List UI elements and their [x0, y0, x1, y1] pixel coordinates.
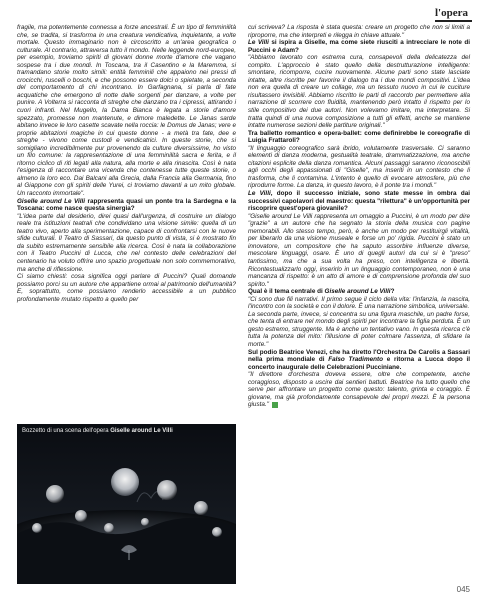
- interview-answer: "Ci sono due fili narrativi. Il primo segue il ciclo della vita: l'infanzia, la nascita, l'incontro con la società e con il dolore. È una narrazione simbolica, universale.: [248, 295, 470, 311]
- interview-answer: cui scriveva? La risposta è stata questa: creare un progetto che non si limiti a riproporre, ma che interpreti e rilegga in chiave attuale.": [248, 24, 470, 39]
- section-title: l'opera: [435, 7, 472, 22]
- interview-question: Sul podio Beatrice Venezi, che ha diretto l'Orchestra De Carolis a Sassari nella prima mondiale di Falso Tradimento e ritorna a Lucca dopo il concerto inaugurale delle Celebrazioni Pucciniane.: [248, 348, 470, 371]
- page-number: 045: [456, 585, 470, 594]
- interview-answer: "L'idea parte dal desiderio, direi quasi dall'urgenza, di costruire un dialogo reale tra istituzioni teatrali che condividano una visione simile: quella di un teatro vivo, aperto alla sperimentazione, capace di confrontarsi con le nuove sfide culturali. Il Teatro di Sassari, da questo punto di vista, si è mostrato fin da subito estremamente sensibile alla ricerca. Così è nata la collaborazione con il Teatro Puccini di Lucca, che nel contesto delle celebrazioni del centenario ha voluto offrire uno spazio progettuale non solo commemorativo, ma anche di riflessione.: [17, 212, 236, 273]
- article-end-mark: [272, 402, 278, 408]
- interview-answer: La seconda parte, invece, si concentra su una figura maschile, un padre forse, che tenta di entrare nel mondo degli spiriti per incontrare la figlia perduta. È un gesto estremo, struggente. Ma è anche un tentativo vano. In questa ricerca c'è tutta la potenza del mito: l'illusione di poter colmare l'assenza, di sfidare la morte.": [248, 310, 470, 348]
- scene-illustration: [17, 424, 236, 584]
- interview-answer: "Il direttore d'orchestra doveva essere, oltre che competente, anche coraggioso, disposto a uscire dai sentieri battuti. Beatrice ha tutto quello che serve per affrontare un progetto come questo: talento, grinta e coraggio. È giovane, ma già profondamente consapevole dei propri mezzi. È la persona giusta.": [248, 371, 470, 409]
- image-caption: [22, 428, 173, 434]
- page-header: [435, 6, 472, 22]
- interview-answer: "Abbiamo lavorato con estrema cura, consapevoli della delicatezza del compito. L'approccio è stato quello della destrutturazione intelligente: smontare, ricomporre, cucire nuovamente. Alcune parti sono state lasciate intatte, altre riscritte per favorire il dialogo tra i due mondi compositivi. L'idea non era quella di creare un collage, ma un tessuto nuovo in cui le cuciture risultassero invisibili. Abbiamo riscritto le parti di raccordo per permettere alla narrazione di scorrere con fluidità, mantenendo però intatto il rispetto per lo stile compositivo dei due autori. Non volevamo imitare, ma interpretare. Si tratta quindi di una nuova composizione a tutti gli effetti, anche se mantiene intatte numerose sezioni delle partiture originali.": [248, 54, 470, 130]
- interview-question: Le Villi si ispira a Giselle, ma come siete riusciti a intrecciare le note di Puccini e Adam?: [248, 39, 470, 54]
- left-column: [17, 24, 236, 303]
- interview-answer: fragile, ma potentemente connessa a forze ancestrali. È un tipo di femminilità che, se tradita, si trasforma in una creatura vendicativa, inquietante, a volte mortale. Questo immaginario non è circoscritto a un'area geografica o culturale. Al contrario, attraversa tutto il mondo. Nelle leggende nord-europee, per esempio, troviamo spiriti di giovani donne morte d'amore che vagano sospese tra i due mondi. In Toscana, tra il Casentino e la Maremma, si tramandano storie molto simili: entità femminili che appaiono nei pressi di crocicchi, ruscelli o boschi, e che possono essere dolci o spietate, a seconda del comportamento di chi incontrano. In Garfagnana, si parla di fate acquatiche che emergono di notte dalle sorgenti per danzare, a volte per punire. A Volterra si racconta di streghe che danzano tra i cipressi, attirando i cuori infranti. Nel Mugello, la Dama Bianca è legata a storie d'amore spezzato, promesse non mantenute, e dimore maledette. Le Janas sarde abitano invece le loro casette scavate nella roccia: le Domus de Janas; vere e proprie abitazioni magiche in cui queste donne - a metà tra fate, dee e streghe - vivono come custodi e vendicatrici. In queste storie, che si somigliano incredibilmente pur provenendo da culture diversissime, ho visto un filo comune: la rappresentazione di una femminilità sacra e ferita, e il ritorno ciclico di riti legati alla natura, alla morte e alla rinascita. Così è nata l'esigenza di raccontare una vicenda che contenesse tutte queste storie, o almeno la loro eco. Dai Balcani alla Grecia, dalla Francia alla Germania, fino al Giappone con gli spiriti delle Yurei, ci troviamo davanti a un mito globale. Un racconto immortale".: [17, 24, 236, 198]
- right-column: [248, 24, 470, 409]
- interview-answer: "Il linguaggio coreografico sarà ibrido, volutamente trasversale. Ci saranno elementi di danza moderna, gestualità teatrale, drammatizzazione, ma anche citazioni esplicite della danza romantica. Alcuni passaggi saranno riconoscibili agli occhi degli appassionati di "Giselle", ma inseriti in un contesto che li trasforma, che li contamina. L'intento è quello di evocare atmosfere, più che riprodurre forme. La danza, in questo lavoro, è il ponte tra i mondi.": [248, 144, 470, 190]
- interview-question: Tra balletto romantico e opera-ballet: come definirebbe le coreografie di Luigia Frattaroli?: [248, 129, 470, 145]
- interview-question: Qual è il tema centrale di Giselle around Le Villi?: [248, 288, 395, 296]
- interview-answer: "Giselle around Le Villi rappresenta un omaggio a Puccini, è un modo per dire "grazie" a un autore che ha segnato la storia della musica con pagine memorabili. Allo stesso tempo, però, è anche un modo per restituirgli vitalità, per liberarlo da una visione museale e forse un po' rigida. Puccini è stato un innovatore, un compositore che ha saputo assorbire influenze diverse, mescolare linguaggi, osare. È uno di quegli autori da cui si è "preso" tantissimo, ma che a sua volta ha preso, con intelligenza e libertà. Ricontestualizzarlo oggi, inserirlo in un linguaggio contemporaneo, non è una mancanza di rispetto: è un atto di amore e di comprensione profonda del suo spirito.": [248, 212, 470, 288]
- interview-question: Le Villi, dopo il successo iniziale, sono state messe in ombra dai successivi capolavori del maestro: questa "rilettura" è un'opportunità per riscoprire quest'opera giovanile?: [248, 190, 471, 213]
- interview-answer: Ci siamo chiesti: cosa significa oggi parlare di Puccini? Quali domande possiamo porci su un autore che appartiene ormai al patrimonio dell'umanità? E, soprattutto, come possiamo renderlo accessibile a un pubblico profondamente mutato rispetto a quello per: [17, 273, 236, 303]
- caption-title: Giselle around Le Villi: [110, 428, 173, 434]
- interview-question: Giselle around Le Villi rappresenta quasi un ponte tra la Sardegna e la Toscana: come nasce questa sinergia?: [17, 197, 236, 213]
- caption-prefix: Bozzetto di una scena dell'opera: [22, 428, 111, 434]
- scene-sketch-image: [17, 424, 236, 584]
